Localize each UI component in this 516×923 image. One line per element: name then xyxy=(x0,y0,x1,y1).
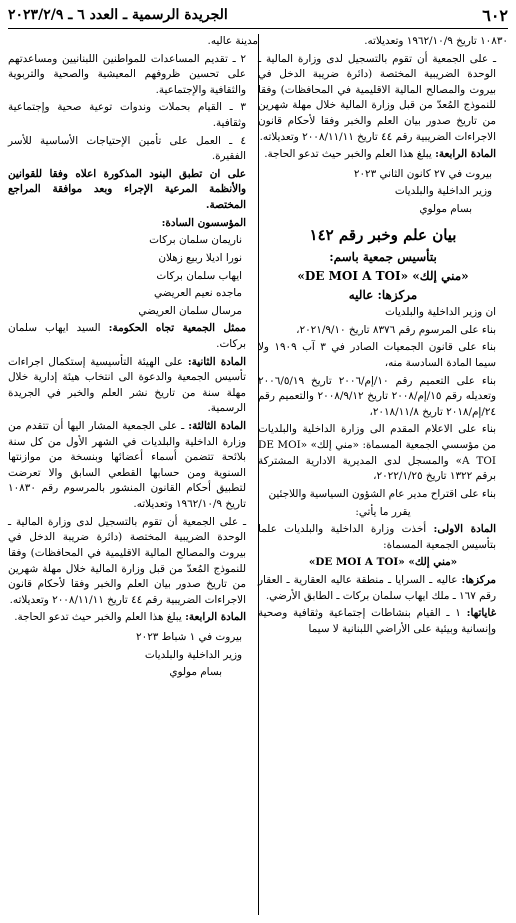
signature-block xyxy=(8,630,258,681)
column-divider xyxy=(258,34,259,915)
founder-name: ماجده نعيم العريضي xyxy=(154,287,242,300)
goals: غاياتها: ١ ـ القيام بنشاطات إجتماعية وثقافية وصحية وإنسانية وبيئية على الأراضي اللبنانية لا سيما xyxy=(258,607,496,635)
founders-list xyxy=(8,233,258,319)
paragraph: بناء على المرسوم رقم ٨٣٧٦ تاريخ ٢٠٢١/٩/١٠، xyxy=(296,323,496,336)
goal-item: ٢ ـ تقديم المساعدات للمواطنين اللبنانيين ومساعدتهم على تحسين ظروفهم المعيشية والصحية والتربوية والثقافية والإجتماعية. xyxy=(8,52,246,96)
conditions-paragraph: على ان تطبق البنود المذكورة اعلاه وفقا للقوانين والأنظمة المرعية الإجراء وبعد موافقة المراجع المختصة. xyxy=(8,167,246,212)
paragraph: بناء على التعميم رقم ١٠/إم/٢٠٠٦ تاريخ ٢٠٠٦/٥/١٩ وتعديله رقم ١٥/إم/٢٠٠٨ تاريخ ٢٠٠٨/٩/١٢ والتعميم رقم ٢٤/إم/٢٠١٨ تاريخ ٢٠١٨/١١/٨، xyxy=(258,374,497,418)
paragraph: ـ على الجمعية أن تقوم بالتسجيل لدى وزارة المالية ـ الوحدة الضريبية المختصة (دائرة ضريبة الدخل في بيروت والمصالح المالية الاقليمية في المحافظات) وفقا للنموذج المُعدّ من قبل وزارة المالية خلال مهلة شهرين من تاريخ صدور بيان العلم والخبر وفقا لأحكام قانون الاجراءات الضريبية رقم ٤٤ تاريخ ٢٠٠٨/١١/١١ وتعديلاته. xyxy=(8,515,246,606)
article-4: المادة الرابعة: يبلغ هذا العلم والخبر حيث تدعو الحاجة. xyxy=(264,148,496,161)
minister-title: وزير الداخلية والبلديات xyxy=(394,185,492,198)
article-1: المادة الاولى: أخذت وزارة الداخلية والبلديات علما بتأسيس الجمعية المسماة: xyxy=(258,523,496,551)
founder-name: ايهاب سلمان بركات xyxy=(156,269,242,282)
goal-item: ٤ ـ العمل على تأمين الإحتياجات الأساسية للأسر الفقيرة. xyxy=(8,134,246,163)
paragraph: ١٠٨٣٠ تاريخ ١٩٦٢/١٠/٩ وتعديلاته. xyxy=(364,35,508,47)
minister-name: بسام مولوي xyxy=(419,203,472,216)
signature-date: بيروت في ٢٧ كانون الثاني ٢٠٢٣ xyxy=(353,167,492,180)
paragraph: بناء على قانون الجمعيات الصادر في ٣ آب ١٩٠٩ ولا سيما المادة السادسة منه، xyxy=(258,341,497,370)
founders-label: المؤسسون السادة: xyxy=(161,216,246,229)
paragraph: مدينة عاليه. xyxy=(207,35,258,47)
signature-block xyxy=(258,167,508,218)
headquarters: مركزها: عاليه ـ السرايا ـ منطقة عاليه العقارية ـ العقار رقم ١٦٧ ـ ملك ايهاب سلمان بركات ـ الطابق الأرضي. xyxy=(258,573,496,602)
founder-name: مرسال سلمان العريضي xyxy=(138,304,242,317)
article-4: المادة الرابعة: يبلغ هذا العلم والخبر حيث تدعو الحاجة. xyxy=(14,611,246,624)
paragraph: بناء على اقتراح مدير عام الشؤون السياسية واللاجئين xyxy=(268,487,496,500)
goal-item: ٣ ـ القيام بحملات وندوات توعية صحية وإجتماعية وثقافية. xyxy=(8,101,246,130)
minister-title: وزير الداخلية والبلديات xyxy=(144,648,242,661)
left-column xyxy=(8,34,258,683)
paragraph: ـ على الجمعية أن تقوم بالتسجيل لدى وزارة المالية ـ الوحدة الضريبية المختصة (دائرة ضريبة الدخل في بيروت والمصالح المالية الاقليمية في المحافظات) وفقا للنموذج المُعدّ من قبل وزارة المالية خلال مهلة شهرين من تاريخ صدور بيان العلم والخبر وفقا لأحكام قانون الاجراءات الضريبية رقم ٤٤ تاريخ ٢٠٠٨/١١/١١ وتعديلاته. xyxy=(258,52,496,143)
page-header xyxy=(8,4,508,26)
founder-name: نورا اديلا ربيع زهلان xyxy=(158,251,242,264)
decides-line: يقرر ما يأتي: xyxy=(355,505,411,518)
gazette-title: الجريدة الرسمية ـ العدد ٦ ـ ٢٠٢٣/٢/٩ xyxy=(8,7,228,23)
article-3: المادة الثالثة: ـ على الجمعية المشار اليها أن تتقدم من وزارة الداخلية والبلديات في الشهر الأول من كل سنة بلائحة تتضمن أسماء أعضائها وبنسخة من موازنتها السنوية ومن حسابها القطعي السابق والا تعرضت لتطبيق أحكام القانون المنشور بالمرسوم رقم ١٠٨٣٠ تاريخ ١٩٦٢/١٠/٩ وتعديلاته. xyxy=(8,420,246,511)
signature-date: بيروت في ١ شباط ٢٠٢٣ xyxy=(136,630,242,643)
minister-name: بسام مولوي xyxy=(169,666,222,679)
paragraph: بناء على الاعلام المقدم الى وزارة الداخلية والبلديات من مؤسسي الجمعية المسماة: «مني إلك» «DE MOI A TOI» والمسجل لدى المديرية الادارية المشتركة برقم ١٣٢٢ تاريخ ٢٠٢٢/١/٢٥، xyxy=(258,423,496,483)
article-2: المادة الثانية: على الهيئة التأسيسية إستكمال اجراءات تأسيس الجمعية والدعوة الى انتخاب هيئة إدارية خلال مهلة سنة من تاريخ نشر العلم والخبر في الجريدة الرسمية. xyxy=(8,355,247,415)
page-number: ٦٠٢ xyxy=(482,5,508,25)
notice-title: بيان علم وخبر رقم ١٤٢ xyxy=(309,225,457,244)
header-rule xyxy=(8,28,508,29)
association-name: «مني إلك» «DE MOI A TOI» xyxy=(297,269,469,284)
association-name: «مني إلك» «DE MOI A TOI» xyxy=(308,556,458,569)
government-representative: ممثل الجمعية تجاه الحكومة: السيد ايهاب سلمان بركات. xyxy=(8,322,246,350)
association-hq: مركزها: عاليه xyxy=(348,288,418,303)
paragraph: ان وزير الداخلية والبلديات xyxy=(385,306,496,319)
notice-subtitle: بتأسيس جمعية باسم: xyxy=(329,250,437,265)
right-column xyxy=(258,34,508,639)
founder-name: ناريمان سلمان بركات xyxy=(149,234,242,247)
